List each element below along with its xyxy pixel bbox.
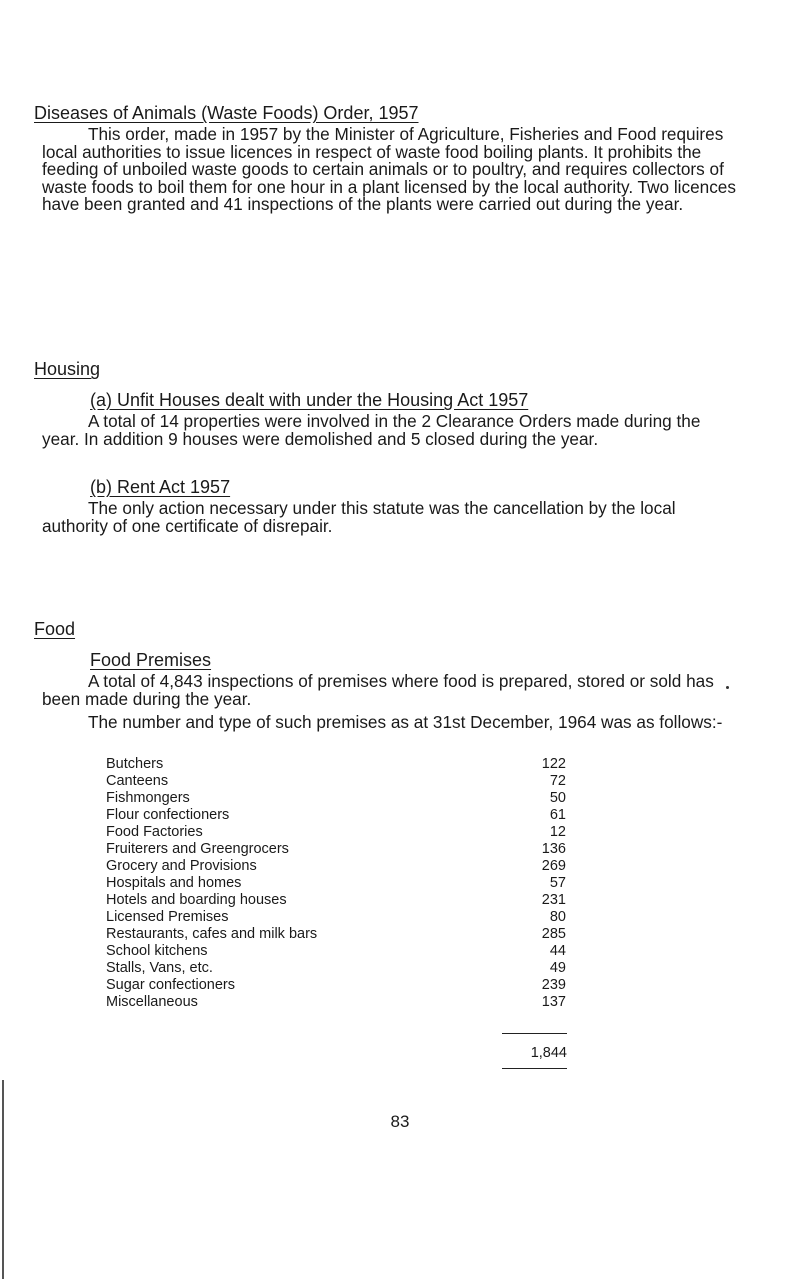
- premises-table: [106, 756, 566, 1011]
- premises-type: Flour confectioners: [106, 807, 230, 823]
- food-inspections-paragraph: A total of 4,843 inspections of premises where food is prepared, stored or sold has been made during the year.: [42, 671, 714, 709]
- premises-type: Fruiterers and Greengrocers: [106, 841, 289, 857]
- table-row: [106, 875, 566, 892]
- table-row: [106, 892, 566, 909]
- table-row: [106, 807, 566, 824]
- housing-subsection-b-paragraph: The only action necessary under this statute was the cancellation by the local authority of one certificate of disrepair.: [42, 498, 676, 536]
- table-row: [106, 909, 566, 926]
- premises-count: 12: [549, 824, 566, 840]
- premises-total: 1,844: [530, 1045, 567, 1061]
- food-premises-intro-paragraph: The number and type of such premises as at 31st December, 1964 was as follows:-: [88, 712, 723, 732]
- table-row: [106, 773, 566, 790]
- table-row: [106, 790, 566, 807]
- premises-count: 137: [541, 994, 566, 1010]
- premises-type: Butchers: [106, 756, 164, 772]
- housing-heading: Housing: [34, 359, 101, 379]
- housing-subsection-a-paragraph: A total of 14 properties were involved in the 2 Clearance Orders made during the year. In addition 9 houses were demolished and 5 closed during the year.: [42, 411, 701, 449]
- premises-type: Stalls, Vans, etc.: [106, 960, 213, 976]
- table-row: [106, 994, 566, 1011]
- table-row: [106, 960, 566, 977]
- waste-foods-order-heading: Diseases of Animals (Waste Foods) Order, 1957: [34, 103, 419, 123]
- table-row: [106, 824, 566, 841]
- total-rule-bottom: [502, 1068, 567, 1069]
- premises-type: Sugar confectioners: [106, 977, 235, 993]
- premises-count: 44: [549, 943, 566, 959]
- premises-count: 239: [541, 977, 566, 993]
- premises-count: 136: [541, 841, 566, 857]
- food-heading: Food: [34, 619, 76, 639]
- table-row: [106, 943, 566, 960]
- premises-type: Hospitals and homes: [106, 875, 242, 891]
- housing-subsection-a-heading: (a) Unfit Houses dealt with under the Housing Act 1957: [90, 390, 529, 410]
- table-row: [106, 977, 566, 994]
- food-premises-heading: Food Premises: [90, 650, 212, 670]
- table-row: [106, 756, 566, 773]
- premises-type: Canteens: [106, 773, 169, 789]
- premises-count: 231: [541, 892, 566, 908]
- premises-count: 269: [541, 858, 566, 874]
- premises-count: 49: [549, 960, 566, 976]
- premises-count: 50: [549, 790, 566, 806]
- premises-count: 72: [549, 773, 566, 789]
- premises-count: 80: [549, 909, 566, 925]
- premises-count: 61: [549, 807, 566, 823]
- premises-type: Grocery and Provisions: [106, 858, 257, 874]
- premises-type: Fishmongers: [106, 790, 190, 806]
- premises-count: 57: [549, 875, 566, 891]
- page-number: 83: [390, 1112, 410, 1131]
- table-row: [106, 926, 566, 943]
- premises-type: Hotels and boarding houses: [106, 892, 287, 908]
- stray-dot-mark: [726, 686, 729, 689]
- housing-subsection-b-heading: (b) Rent Act 1957: [90, 477, 231, 497]
- premises-type: School kitchens: [106, 943, 208, 959]
- table-row: [106, 858, 566, 875]
- premises-count: 285: [541, 926, 566, 942]
- premises-type: Licensed Premises: [106, 909, 229, 925]
- total-rule-top: [502, 1033, 567, 1034]
- table-row: [106, 841, 566, 858]
- premises-type: Restaurants, cafes and milk bars: [106, 926, 318, 942]
- premises-type: Food Factories: [106, 824, 203, 840]
- scan-edge-line: [2, 1080, 4, 1279]
- waste-foods-order-paragraph: This order, made in 1957 by the Minister of Agriculture, Fisheries and Food requires local authorities to issue licences in respect of waste food boiling plants. It prohibits the feeding of unboiled waste goods to certain animals or to poultry, and requires collectors of waste foods to boil them for one hour in a plant licensed by the local authority. Two licences have been granted and 41 inspections of the plants were carried out during the year.: [42, 124, 736, 214]
- premises-count: 122: [541, 756, 566, 772]
- premises-type: Miscellaneous: [106, 994, 198, 1010]
